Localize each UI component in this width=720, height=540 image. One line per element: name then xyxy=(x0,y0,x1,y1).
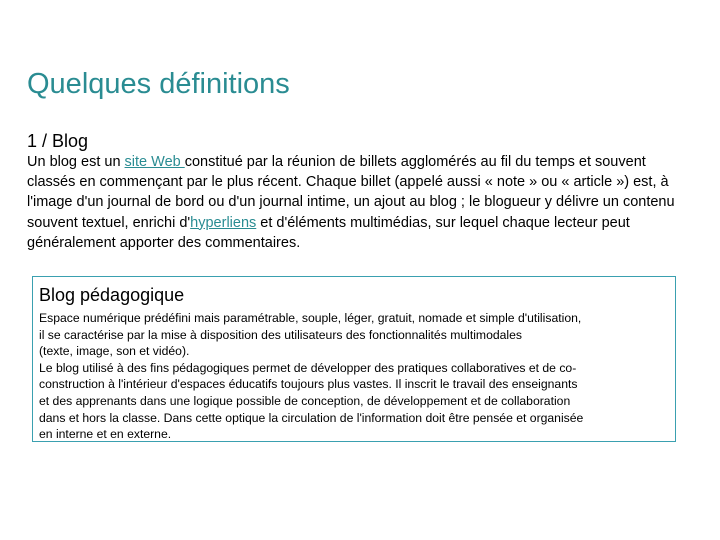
paragraph-text-3: et d'éléments multimédias, sur lequel chaque lecteur peut généralement apporter des commentaires. xyxy=(27,214,630,251)
box-line: en interne et en externe. xyxy=(39,427,172,442)
slide-title: Quelques définitions xyxy=(27,68,290,100)
box-text xyxy=(39,310,669,443)
hyperliens-link[interactable]: hyperliens xyxy=(190,214,257,231)
blog-pedagogique-box xyxy=(32,276,676,442)
section-heading: 1 / Blog xyxy=(27,131,89,151)
box-line: Espace numérique prédéfini mais paramétrable, souple, léger, gratuit, nomade et simple d'utilisation, xyxy=(39,311,582,325)
blog-definition-paragraph xyxy=(27,152,697,253)
paragraph-text-2: constitué par la réunion de billets agglomérés au fil du temps et souvent classés en commençant par le plus récent. Chaque billet (appelé aussi « note » ou « article ») est, à l'image d'un journal de bord ou d'un journal intime, un ajout au blog ; le blogueur y délivre un contenu souvent textuel, enrichi d' xyxy=(27,154,675,231)
box-title: Blog pédagogique xyxy=(39,285,185,305)
box-line: (texte, image, son et vidéo). xyxy=(39,344,190,359)
box-line: et des apprenants dans une logique possible de conception, de développement et de collaboration xyxy=(39,393,571,408)
paragraph-text-1: Un blog est un xyxy=(27,154,125,170)
box-line: construction à l'intérieur d'espaces éducatifs toujours plus vastes. Il inscrit le travail des enseignants xyxy=(39,377,578,392)
box-line: Le blog utilisé à des fins pédagogiques permet de développer des pratiques collaboratives et de co- xyxy=(39,360,577,375)
box-line: dans et hors la classe. Dans cette optique la circulation de l'information doit être pensée et organisée xyxy=(39,410,584,425)
site-web-link[interactable]: site Web xyxy=(124,154,185,170)
box-line: il se caractérise par la mise à disposition des utilisateurs des fonctionnalités multimodales xyxy=(39,327,522,342)
